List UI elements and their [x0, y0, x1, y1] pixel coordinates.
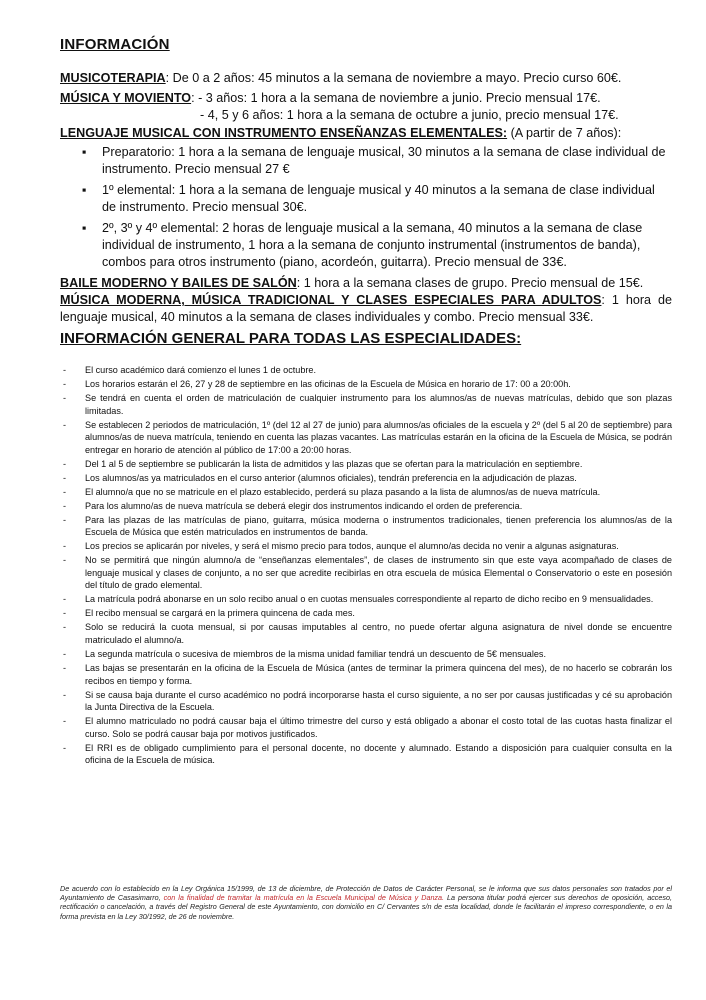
dash-bullet-icon: - [63, 541, 67, 552]
list-item-text: La segunda matrícula o sucesiva de miembros de la misma unidad familiar tendrá un descuento de 5€ mensuales. [85, 648, 547, 659]
musicoterapia-label: MUSICOTERAPIA [60, 71, 166, 85]
moderna-label: MÚSICA MODERNA, MÚSICA TRADICIONAL Y CLASES ESPECIALES PARA ADULTOS [60, 293, 602, 307]
list-item [60, 621, 672, 646]
list-item-text: Si se causa baja durante el curso académico no podrá incorporarse hasta el curso siguiente, a no ser por causas justificadas y cé su aprobación la Junta Directiva de la Escuela. [85, 689, 672, 713]
dash-bullet-icon: - [63, 472, 67, 483]
list-item-text: El RRI es de obligado cumplimiento para el personal docente, no docente y alumnado. Estando a disposición para cualquier consulta en la oficina de la Escuela de música. [85, 742, 672, 766]
dash-bullet-icon: - [63, 555, 67, 566]
musicoterapia-line [60, 70, 672, 87]
lenguaje-heading [60, 125, 672, 142]
list-item-text: El alumno/a que no se matricule en el plazo establecido, perderá su plaza pasando a la lista de alumnos/as de nueva matrícula. [85, 486, 601, 497]
baile-line [60, 275, 672, 292]
dash-bullet-icon: - [63, 608, 67, 619]
dash-bullet-icon: - [63, 458, 67, 469]
bullet-icon: ▪ [82, 183, 87, 197]
moderna-text: : 1 hora de lenguaje musical, 40 minutos a la semana de clases individuales y combo. Precio mensual 33€. [60, 293, 672, 324]
list-item-text: Solo se reducirá la cuota mensual, si por causas imputables al centro, no puede ofertar alguna asignatura de nivel donde se encuentre matriculado el alumno/a. [85, 622, 672, 645]
list-item [60, 419, 672, 457]
list-item-text: Se establecen 2 periodos de matriculación, 1º (del 12 al 27 de junio) para alumnos/as oficiales de la escuela y 2º (del 5 al 20 de septiembre) para alumnos/as de nueva matrícula, teniendo en cuenta las plazas vacantes. Las matrículas estarán en la oficina de la Escuela de Música, se podrán entregar en horario de atención al público de 17:00 a 20:00 horas. [85, 419, 672, 455]
dash-bullet-icon: - [63, 742, 67, 753]
musica-movimiento-line2: - 4, 5 y 6 años: 1 hora a la semana de octubre a junio, precio mensual 17€. [200, 108, 619, 122]
musica-movimiento-line1: : - 3 años: 1 hora a la semana de noviembre a junio. Precio mensual 17€. [191, 91, 601, 105]
list-item [60, 554, 672, 592]
page-title: INFORMACIÓN [60, 36, 170, 53]
lenguaje-label: LENGUAJE MUSICAL CON INSTRUMENTO ENSEÑANZAS ELEMENTALES: [60, 126, 508, 140]
list-item [60, 500, 672, 513]
footer-text-3: La persona titular podrá ejercer sus derechos de oposición, acceso, rectificación o cancelación, a través del Registro General de este Ayuntamiento, con domicilio en C/ Cervantes s/n de esta localidad, donde le facilitarán el impreso correspondiente, o en la forma prevista en la Ley 30/1992, de 26 de noviembre. [60, 893, 672, 921]
list-item [60, 458, 672, 471]
list-item-text: No se permitirá que ningún alumno/a de “enseñanzas elementales”, de clases de instrumento sin que este vaya acompañado de clases de lenguaje musical y clases de conjunto, a no ser que acredite recibirlas en otra escuela de música Elemental o Conservatorio o este en posesión del título de grado elemental. [85, 555, 672, 591]
info-section [60, 70, 672, 326]
dash-bullet-icon: - [63, 378, 67, 389]
musica-movimiento-line [60, 90, 672, 107]
musica-movimiento-label: MÚSICA Y MOVIENTO [60, 91, 192, 105]
footer-text-1: De acuerdo con lo establecido en la Ley Orgánica 15/1999, de 13 de diciembre, de Protección de Datos de Carácter Personal, se le informa que sus datos personales son tratados por el Ayuntamiento de Casasimarro, [60, 884, 672, 903]
dash-bullet-icon: - [63, 662, 67, 673]
list-item-text: Del 1 al 5 de septiembre se publicarán la lista de admitidos y las plazas que se ofertan para la matriculación en septiembre. [85, 458, 583, 469]
dash-bullet-icon: - [63, 365, 67, 375]
general-list [60, 364, 672, 768]
list-item [60, 662, 672, 687]
list-item [60, 540, 672, 553]
list-item [60, 378, 672, 391]
list-item-text: Las bajas se presentarán en la oficina de la Escuela de Música (antes de terminar la primera quincena del mes), de no hacerlo se cobrarán los recibos en tiempo y forma. [85, 662, 672, 686]
bullet-icon: ▪ [82, 221, 87, 235]
baile-label: BAILE MODERNO Y BAILES DE SALÓN [60, 276, 297, 290]
list-item-text: Los precios se aplicarán por niveles, y será el mismo precio para todos, aunque el alumno/as decida no venir a algunas asignaturas. [85, 541, 619, 552]
dash-bullet-icon: - [63, 486, 67, 497]
list-item [60, 689, 672, 714]
list-item [60, 486, 672, 499]
list-item [60, 364, 672, 377]
list-item [60, 593, 672, 606]
list-item-text: Los horarios estarán el 26, 27 y 28 de septiembre en las oficinas de la Escuela de Música en horario de 17: 00 a 20:00h. [85, 378, 571, 389]
list-item-text: Para los alumno/as de nueva matrícula se deberá elegir dos instrumentos indicando el orden de preferencia. [85, 500, 523, 511]
list-item-text: El recibo mensual se cargará en la primera quincena de cada mes. [85, 608, 355, 619]
dash-bullet-icon: - [63, 594, 67, 605]
moderna-paragraph [60, 292, 672, 326]
lenguaje-list [60, 144, 672, 271]
musicoterapia-text: : De 0 a 2 años: 45 minutos a la semana de noviembre a mayo. Precio curso 60€. [165, 71, 622, 85]
dash-bullet-icon: - [63, 500, 67, 511]
list-item: ▪ 2º, 3º y 4º elemental: 2 horas de lenguaje musical a la semana, 40 minutos a la semana de clase individual de instrumento, 1 hora a la semana de conjunto instrumental (instrumentos de banda), combos para otros instrumento (piano, acordeón, guitarra). Precio mensual de 33€. [82, 221, 643, 269]
baile-text: : 1 hora a la semana clases de grupo. Precio mensual de 15€. [296, 276, 644, 290]
list-item-text: El alumno matriculado no podrá causar baja el último trimestre del curso y está obligado a abonar el costo total de las cuotas hasta finalizar el curso. Solo se podrá causar baja por motivos justificados. [85, 716, 672, 739]
list-item-text: La matrícula podrá abonarse en un solo recibo anual o en cuotas mensuales correspondiente al reparto de dicho recibo en 9 mensualidades. [85, 594, 654, 605]
dash-bullet-icon: - [63, 689, 67, 700]
dash-bullet-icon: - [63, 419, 67, 430]
dash-bullet-icon: - [63, 716, 67, 727]
list-item [60, 514, 672, 539]
legal-footer [60, 884, 672, 921]
dash-bullet-icon: - [63, 648, 67, 659]
bullet-icon: ▪ [82, 145, 87, 159]
dash-bullet-icon: - [63, 392, 67, 403]
footer-text-red: con la finalidad de tramitar la matrícula en la Escuela Municipal de Música y Danza. [160, 893, 445, 903]
list-item: ▪ Preparatorio: 1 hora a la semana de lenguaje musical, 30 minutos a la semana de clase individual de instrumento. Precio mensual 27 € [82, 145, 666, 176]
list-item-text: Para las plazas de las matrículas de piano, guitarra, música moderna o instrumentos tradicionales, tienen preferencia los alumnos/as de la Escuela de Música que estén matriculados en instrumentos de banda. [85, 514, 672, 538]
list-item [60, 392, 672, 417]
list-item [60, 472, 672, 485]
list-item: ▪ 1º elemental: 1 hora a la semana de lenguaje musical y 40 minutos a la semana de clase individual de instrumento. Precio mensual 30€. [82, 183, 655, 214]
general-title: INFORMACIÓN GENERAL PARA TODAS LAS ESPECIALIDADES: [60, 330, 522, 347]
list-item [60, 607, 672, 620]
list-item-text: Los alumnos/as ya matriculados en el curso anterior (alumnos oficiales), tendrán preferencia en la adjudicación de plazas. [85, 472, 577, 483]
list-item-text: Se tendrá en cuenta el orden de matriculación de cualquier instrumento para los alumnos/as de nuevas matrículas, debido que son plazas limitadas. [85, 392, 672, 416]
list-item-text: El curso académico dará comienzo el lunes 1 de octubre. [85, 365, 317, 375]
dash-bullet-icon: - [63, 622, 67, 633]
list-item [60, 742, 672, 767]
list-item [60, 715, 672, 740]
list-item [60, 648, 672, 661]
dash-bullet-icon: - [63, 514, 67, 525]
lenguaje-suffix: (A partir de 7 años): [507, 126, 622, 140]
